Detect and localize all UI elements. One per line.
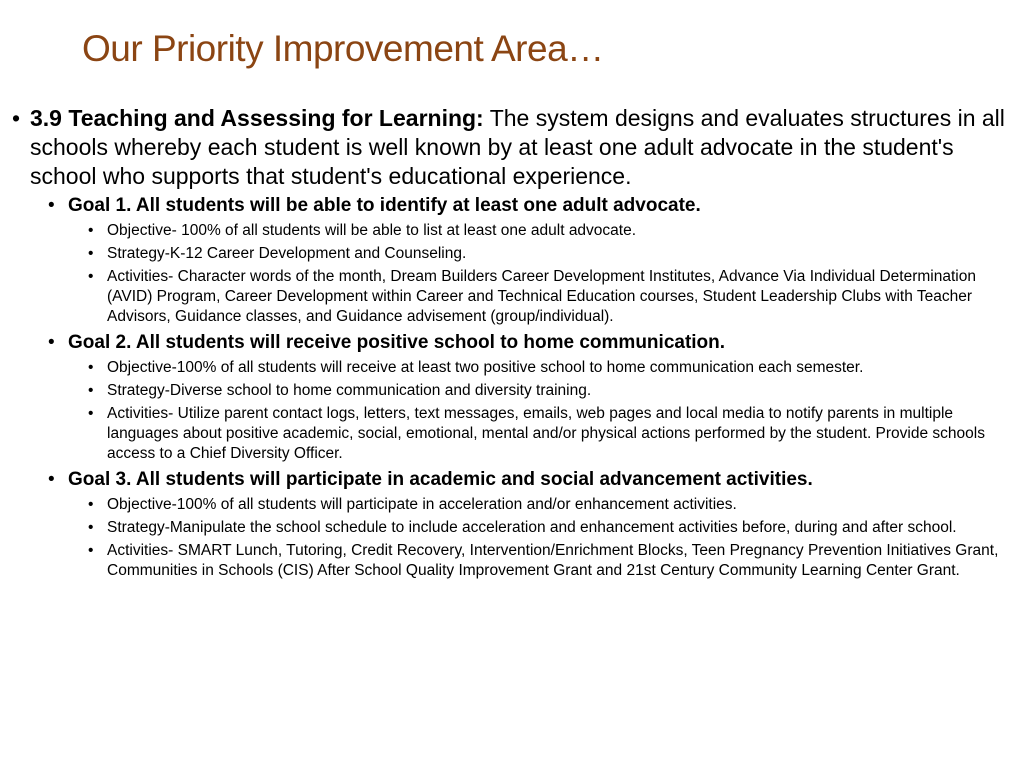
goal-2-title: Goal 2. All students will receive positive school to home communication. xyxy=(68,332,726,353)
bullet-icon: • xyxy=(88,496,94,513)
standard-bullet xyxy=(10,104,1018,191)
bullet-icon: • xyxy=(88,222,94,239)
goal-1-objective xyxy=(88,221,1018,241)
list-item-text: Objective-100% of all students will participate in acceleration and/or enhancement activities. xyxy=(107,496,737,513)
bullet-icon: • xyxy=(88,405,94,422)
goal-1 xyxy=(48,194,1018,218)
bullet-icon: • xyxy=(12,105,21,131)
list-item-text: Strategy-K-12 Career Development and Counseling. xyxy=(107,245,467,262)
goal-2 xyxy=(48,331,1018,355)
standard-label: 3.9 Teaching and Assessing for Learning: xyxy=(30,105,484,131)
bullet-icon: • xyxy=(88,268,94,285)
list-item-text: Objective- 100% of all students will be able to list at least one adult advocate. xyxy=(107,222,637,239)
bullet-icon: • xyxy=(48,195,55,216)
list-item-text: Activities- Character words of the month, Dream Builders Career Development Institutes, Advance Via Individual Determination (AVID) Program, Career Development within Career and Technical Education courses, Student Leadership Clubs with Teacher Advisors, Guidance classes, and Guidance advisement (group/individual). xyxy=(107,268,976,325)
list-item-text: Strategy-Diverse school to home communication and diversity training. xyxy=(107,382,592,399)
goal-2-activities xyxy=(88,404,1018,464)
bullet-icon: • xyxy=(88,519,94,536)
slide-title: Our Priority Improvement Area… xyxy=(82,28,604,69)
goal-3-title: Goal 3. All students will participate in academic and social advancement activities. xyxy=(68,469,813,490)
goal-3-objective xyxy=(88,495,1018,515)
goal-2-strategy xyxy=(88,381,1018,401)
goal-1-strategy xyxy=(88,244,1018,264)
bullet-icon: • xyxy=(88,542,94,559)
goal-1-title: Goal 1. All students will be able to identify at least one adult advocate. xyxy=(68,195,701,216)
list-item-text: Activities- SMART Lunch, Tutoring, Credit Recovery, Intervention/Enrichment Blocks, Teen Pregnancy Prevention Initiatives Grant, Communities in Schools (CIS) After School Quality Improvement Grant and 21st Century Community Learning Center Grant. xyxy=(107,542,999,579)
bullet-icon: • xyxy=(48,469,55,490)
goal-3-strategy xyxy=(88,518,1018,538)
bullet-icon: • xyxy=(88,359,94,376)
bullet-icon: • xyxy=(48,332,55,353)
goal-3-activities xyxy=(88,541,1018,581)
list-item-text: Objective-100% of all students will receive at least two positive school to home communication each semester. xyxy=(107,359,864,376)
bullet-icon: • xyxy=(88,245,94,262)
goal-1-activities xyxy=(88,267,1018,327)
goal-2-objective xyxy=(88,358,1018,378)
list-item-text: Strategy-Manipulate the school schedule to include acceleration and enhancement activities before, during and after school. xyxy=(107,519,957,536)
standard-text: The system designs and evaluates structures in all schools whereby each student is well known by at least one adult advocate in the student's school who supports that student's educational experience. xyxy=(30,105,1005,189)
goal-3 xyxy=(48,468,1018,492)
list-item-text: Activities- Utilize parent contact logs, letters, text messages, emails, web pages and local media to notify parents in multiple languages about positive academic, social, emotional, mental and/or physical actions performed by the student. Provide schools access to a Chief Diversity Officer. xyxy=(107,405,985,462)
bullet-icon: • xyxy=(88,382,94,399)
slide-content xyxy=(10,104,1018,581)
